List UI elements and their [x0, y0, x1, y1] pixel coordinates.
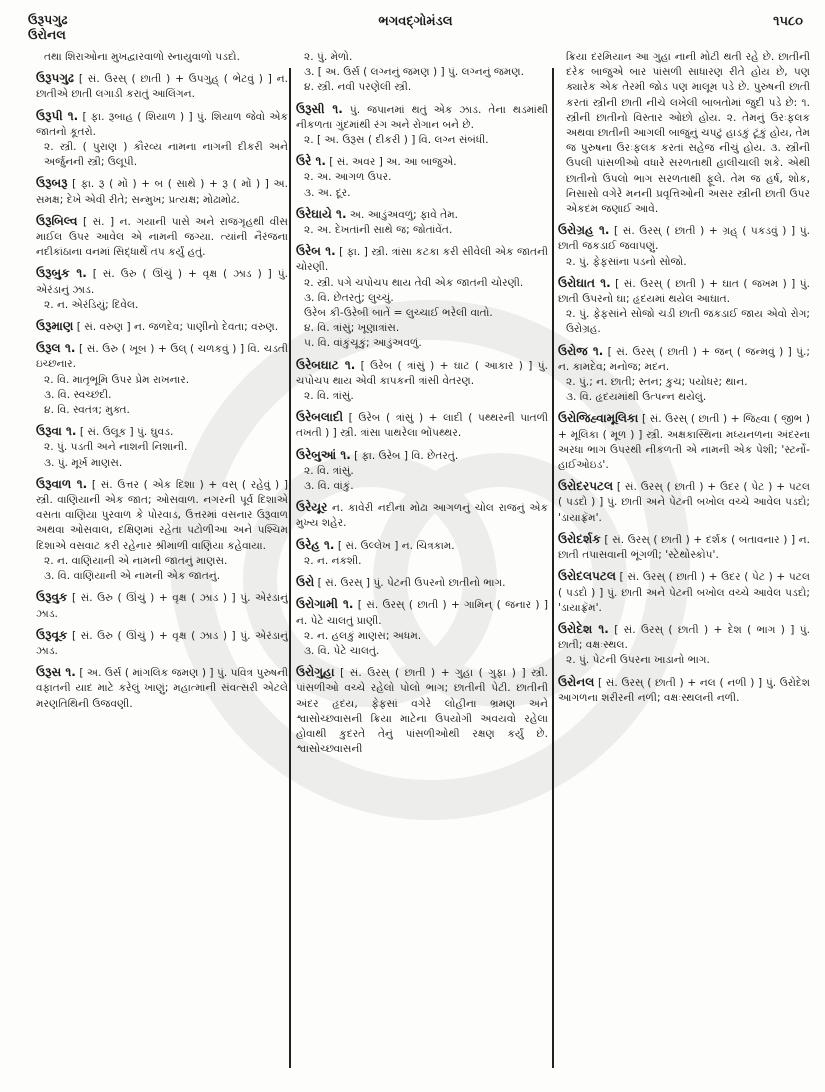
dictionary-entry	[558, 223, 810, 270]
entry-sense: ૨. પું. પડતી અને નાશની નિશાની.	[44, 441, 188, 454]
dictionary-entry	[296, 50, 548, 96]
entry-sense: ૨. પું. ફેફસાંને સોજો ચડી છાતી જકડાઈ જાય એવો રોગ; ઉરોગ્રહ.	[566, 308, 810, 336]
guide-word-top: ઉરૂપગુઢ	[28, 12, 68, 27]
entry-definition: [ સં. ઉરસ્ ( છાતી ) + ગામિન્ ( જનાર ) ] ન. પેટે ચાલતું પ્રાણી.	[296, 599, 548, 627]
dictionary-entry	[36, 214, 288, 261]
dictionary-entry	[36, 109, 288, 171]
entry-definition: [ સં. ઉલૂક ] પું. ઘુવડ.	[79, 426, 174, 439]
entry-headword: ઉરોજિહ્વામૂલિકા	[558, 411, 639, 426]
dictionary-entry	[36, 176, 288, 207]
dictionary-entry	[296, 358, 548, 405]
entry-headword: ઉરોઘાત ૧.	[558, 275, 611, 290]
dictionary-entry	[296, 500, 548, 531]
entry-sense: ૨. પું. મેળો.	[304, 51, 353, 63]
entry-sense: ૨. વિ. માતૃભૂમિ ઉપર પ્રેમ રાખનાર.	[44, 373, 190, 386]
entry-definition: [ ઉરેબ ( ત્રાંસું ) + લાદી ( પથ્થરની પાતળી તખતી ) ] સ્ત્રી. ત્રાંસા પાથરેલા ભોંપથ્થર.	[296, 412, 548, 440]
entry-definition: [ સં. ઉરસ્ ( છાતી ) + ગ્રહ્ ( પકડવું ) ] પું. છાતી જકડાઈ જવાપણું.	[558, 225, 810, 253]
dictionary-entry	[296, 665, 548, 757]
entry-sense: ૩. વિ. સ્વચ્છંદી.	[44, 388, 112, 401]
dictionary-entry	[296, 207, 548, 238]
entry-headword: ઉરોદેશ ૧.	[558, 621, 609, 636]
entry-definition: [ સં. ઉરસ્ ( છાતી ) + નલ ( નળી ) ] પું. ઉરોદેશ આગળના શરીરની નળી; વક્ષઃસ્થલની નળી.	[558, 676, 810, 704]
dictionary-entry	[296, 244, 548, 351]
entry-definition: [ સં. ઉરુ ( ઊંચું ) + વૃક્ષ ( ઝાડ ) ] પું. એરંડાનું ઝાડ.	[36, 629, 288, 657]
dictionary-entry	[558, 50, 810, 217]
dictionary-entry	[558, 569, 810, 616]
entry-definition: અ. આડુંઅવળું; ફાવે તેમ.	[349, 208, 459, 221]
guide-word-bottom: ઉરોનલ	[28, 27, 66, 42]
entry-sense: ૩. વિ. વાંકું.	[304, 480, 354, 493]
entry-headword: ઉરેયૂર	[296, 500, 328, 515]
entry-headword: ઉરોદલપટલ	[558, 569, 616, 584]
dictionary-entry	[558, 675, 810, 706]
page-number: ૧૫૮૦	[773, 14, 803, 29]
entry-headword: ઉરૂપગુઢ	[36, 71, 74, 86]
entry-headword: ઉરેબઘાટ ૧.	[296, 357, 356, 372]
entry-headword: ઉરૂવાળ ૧.	[36, 476, 88, 491]
dictionary-entry	[36, 50, 288, 65]
dictionary-entry	[36, 266, 288, 313]
entry-headword: ઉરોજ ૧.	[558, 343, 604, 358]
entry-headword: ઉરૂમાણ	[36, 319, 74, 334]
dictionary-entry	[558, 479, 810, 526]
entry-sense: ૪. સ્ત્રી. નવી પરણેલી સ્ત્રી.	[304, 81, 412, 94]
entry-sense: ૨. ન. હલકું માણસ; અધમ.	[304, 629, 422, 642]
dictionary-entry	[296, 597, 548, 659]
entry-headword: ઉરોગ્રહ ૧.	[558, 223, 610, 238]
entry-headword: ઉરૂલ ૧.	[36, 341, 76, 356]
dictionary-entry	[36, 319, 288, 335]
entry-headword: ઉરૂવુક	[36, 590, 68, 605]
dictionary-entry	[36, 341, 288, 418]
entry-sense: ૪. વિ. ત્રાંસું; ખૂણાત્રાંસ.	[304, 322, 400, 335]
column-3	[558, 50, 810, 1080]
entry-sense: ૩. વિ. પેટે ચાલતું.	[304, 644, 380, 657]
entry-sense: ૨. અ. દેખતાંની સાથે જ; જોતાંવેંત.	[304, 224, 453, 237]
entry-sense: ૨. [ અ. ઉરૂસ ( દીકરી ) ] વિ. લગ્ન સંબંધી.	[304, 134, 489, 147]
entry-definition: [ સં. ] ન. ગયાની પાસે અને રાજગૃહથી વીસ માઈલ ઉપર આવેલ એ નામની જગ્યા. ત્યાંની નૈરંજના નદીકાંઠાના વનમાં સિદ્ધાર્થે તપ કર્યું હતું.	[36, 215, 288, 259]
dictionary-entry	[36, 665, 288, 712]
entry-definition: [ સં. ઉરસ્ ( છાતી ) + દેશ ( ભાગ ) ] પું. છાતી; વક્ષઃસ્થલ.	[558, 623, 810, 652]
entry-definition: [ સં. ઉરસ્ ( છાતી ) + જન્ ( જન્મવું ) ] પું.; ન. કામદેવ; મનોજ; મદન.	[558, 345, 810, 373]
entry-sense: ૩. અ. દૂર.	[304, 186, 351, 199]
entry-sense: ૨. પું.; ન. છાતી; સ્તન; કુચ; પયોધર; થાન.	[566, 376, 748, 389]
entry-definition: [ સં. ઉરસ્ ( છાતી ) + દર્શક ( બતાવનાર ) ] ન. છાતી તપાસવાની ભૂંગળી; 'સ્ટેથોસ્કોપ'.	[558, 533, 810, 562]
entry-definition: [ સં. ઉરુ ( ખૂબ ) + ઉલ્ ( ચળકવું ) ] વિ. ચડતી ઇચ્છનાર.	[36, 343, 288, 371]
dictionary-entry	[558, 411, 810, 473]
entry-headword: ઉરોનલ	[558, 674, 595, 689]
entry-headword: ઉરેબ ૧.	[296, 244, 336, 259]
entry-headword: ઉરૂબુક ૧.	[36, 266, 87, 281]
entry-definition: [ સં. ઉત્તર ( એક દિશા ) + વસ્ ( રહેવું ) ] સ્ત્રી. વાણિયાની એક જાત; ઓસવાળ. નગરની પૂર્વ દિશાએ વસતા વાણિયા પુરવાળ કે પોરવાડ, ઉત્તરમાં વસનાર ઉરૂવાળ અથવા ઓસવાલ, દક્ષિણમાં રહેતા પટોળીઆ અને પશ્ચિમ દિશાએ વસવાટ કરી રહેનાર શ્રીમાળી વાણિયા કહેવાયા.	[36, 478, 288, 552]
entry-definition: ન. કાવેરી નદીના મોઢા આગળનું ચોલ રાજનું એક મુખ્ય શહેર.	[296, 502, 548, 530]
dictionary-entry	[296, 538, 548, 569]
entry-sense: ઉરેબ કી-ઉરેબી બાતેં = લુચ્ચાઈ ભરેલી વાતો.	[304, 307, 493, 320]
entry-headword: ઉરોદરપટલ	[558, 479, 614, 494]
dictionary-entry	[36, 477, 288, 584]
entry-definition: [ સં. ઉરસ્ ( છાતી ) + ઘાત ( જખમ ) ] પું. છાતી ઉપરનો ઘા; હૃદયમાં થયેલ આઘાત.	[558, 277, 810, 306]
entry-sense: ૩. વિ. હૃદયમાંથી ઉત્પન્ન થયેલું.	[566, 391, 707, 404]
entry-definition: [ અ. ઉર્સ ( માંગલિક જમણ ) ] પું. પવિત્ર પુરુષની વફાતની યાદ માટે કરેલું ખાણું; મહાત્માની સંવત્સરી એટલે મરણતિથિની ઉજવણી.	[36, 667, 288, 710]
entry-headword: ઉરૂવૂક	[36, 627, 68, 642]
entry-definition: [ સં. અવર ] અ. આ બાજુએ.	[329, 156, 457, 169]
entry-sense: ૨. પું. ફેફસાંના પડનો સોજો.	[566, 255, 687, 268]
entry-definition: પું. જપાનમાં થતું એક ઝાડ. તેના થડમાંથી નીકળતા ગુંદમાંથી રંગ અને રોગાન બને છે.	[296, 103, 548, 131]
entry-definition: [ સં. ઉરસ્ ( છાતી ) + જિહ્વા ( જીભ ) + મૂલિકા ( મૂળ ) ] સ્ત્રી. અક્ષકાસ્થિના મધ્યનળના અંદરના અરધા ભાગ ઉપરથી નીકળતી એ નામની એક પેશી; 'સ્ટર્નો-હાઈઓઇડ'.	[558, 413, 810, 472]
entry-sense: ૩. વિ. છેતરતું; લુચ્ચું.	[304, 291, 394, 304]
entry-definition: [ ફા. રૂબાહ ( શિયાળ ) ] પું. શિયાળ જેવો એક જાતનો કૂતરો.	[36, 110, 288, 138]
dictionary-entry	[296, 410, 548, 441]
entry-definition: [ સં. ઉરસ્ ( છાતી ) + ઉદર ( પેટ ) + પટલ ( પડદો ) ] પું. છાતી અને પેટની બખોલ વચ્ચે આવેલ પડદો; 'ડાયાફ્રૅમ'.	[558, 481, 810, 524]
entry-headword: ઉરો	[296, 575, 315, 590]
entry-sense: ૩. પું. મૂર્ખ માણસ.	[44, 456, 123, 469]
dictionary-entry	[296, 154, 548, 201]
column-divider	[552, 68, 554, 1068]
entry-definition: [ ફા. ઉરેબ ] વિ. છેતરતું.	[354, 449, 459, 462]
entry-sense: ૨. પું. પેટની ઉપરના ખાડાનો ભાગ.	[566, 654, 710, 667]
entry-headword: ઉરૂવા ૧.	[36, 424, 77, 439]
entry-definition: [ સં. ઉલ્લેખ ] ન. ચિત્રકામ.	[337, 539, 455, 552]
entry-definition: [ ફા. રૂ ( મોં ) + બ ( સાથે ) + રૂ ( મોં ) ] અ. સમક્ષ; દેખે એવી રીતે; સન્મુખ; પ્રત્યક્ષ; મોઢામોઢ.	[36, 178, 288, 206]
page-header	[28, 12, 803, 44]
entry-definition: [ ફા. ] સ્ત્રી. ત્રાંસા કટકા કરી સીવેલી એક જાતની ચોરણી.	[296, 246, 548, 274]
dictionary-entry	[36, 424, 288, 471]
entry-definition: [ સં. ઉરસ્ ( છાતી ) + ઉદર ( પેટ ) + પટલ ( પડદો ) ] પું. છાતી અને પેટની બખોલ વચ્ચે આવેલ પડદો; 'ડાયાફ્રૅમ'.	[558, 571, 810, 614]
column-divider	[289, 68, 291, 1068]
entry-definition: [ સં. ઉરસ્ ] પું. પેટની ઉપરનો છાતીનો ભાગ.	[317, 577, 506, 590]
entry-headword: ઉરૂસી ૧.	[296, 101, 343, 116]
entry-definition: [ સં. ઉરુ ( ઊંચું ) + વૃક્ષ ( ઝાડ ) ] પું. એરંડાનું ઝાડ.	[36, 268, 288, 296]
entry-headword: ઉરૂબરૂ	[36, 176, 68, 191]
dictionary-entry	[558, 532, 810, 563]
entry-sense: ૨. ન. નકશી.	[304, 554, 362, 567]
entry-sense: ૩. [ અ. ઉર્સ ( લગ્નનું જમણ ) ] પું. લગ્નનું જમણ.	[304, 66, 524, 79]
entry-definition: [ સં. ઉરસ્ ( છાતી ) + ગુહા ( ગુફા ) ] સ્ત્રી. પાંસળીઓ વચ્ચે રહેલો પોલો ભાગ; છાતીની પેટી. છાતીની અંદર હૃદય, ફેફસાં વગેરે લોહીના ભ્રમણ અને શ્વાસોચ્છ્વાસની ક્રિયા માટેના ઉપયોગી અવયવો રહેલા હોવાથી કુદરતે તેનું પાંસળીઓથી રક્ષણ કર્યું છે. શ્વાસોચ્છ્વાસની	[296, 667, 548, 756]
dictionary-entry	[36, 590, 288, 621]
dictionary-entry	[36, 628, 288, 659]
entry-definition: ક્રિયા દરમિયાન આ ગુહા નાની મોટી થતી રહે છે. છાતીની દરેક બાજુએ બાર પાંસળી સાધારણ રીતે હોય છે, પણ ક્યારેક એક તેરમી જોડ પણ માલૂમ પડે છે. પુરુષની છાતી કરતાં સ્ત્રીની છાતી નીચે લખેલી બાબતોમાં જુદી પડે છે: ૧. સ્ત્રીની છાતીનો વિસ્તાર ઓછો હોય. ૨. તેમનું ઉરઃફલક અથવા છાતીની આગલી બાજુનું ચપટું હાડકું ટૂંકું હોય, તેમ જ પુરુષના ઉરઃફલક કરતાં સહેજ નીચું હોય. ૩. સ્ત્રીની ઉપલી પાંસળીઓ વધારે સરળતાથી હાલીચાલી શકે. એથી છાતીનો ઉપલો ભાગ સરળતાથી ફૂલે. તેમ જ હર્ષ, શોક, નિસાસો વગેરે મનની પ્રવૃત્તિઓની અસર સ્ત્રીની છાતી ઉપર એકદમ જણાઈ આવે.	[566, 51, 810, 216]
entry-headword: ઉરૂપી ૧.	[36, 108, 79, 123]
entry-headword: ઉરોદર્શક	[558, 531, 601, 546]
dictionary-entry	[296, 448, 548, 495]
entry-sense: ૫. વિ. વાંકુંચૂકું; આડુંઅવળું.	[304, 337, 422, 350]
column-2	[296, 50, 548, 1080]
entry-headword: ઉરેબલાદી	[296, 410, 344, 425]
entry-definition: [ ઉરેબ ( ત્રાંસું ) + ઘાટ ( આકાર ) ] પું. ચપોચપ થાય એવી કાપકની ત્રાંસી વેતરણ.	[296, 359, 548, 387]
entry-headword: ઉરે ૧.	[296, 154, 326, 169]
entry-definition: તથા શિરાઓના મુખદ્વારવાળો સ્નાયુવાળો પડદો.	[44, 51, 240, 63]
entry-sense: ૨. સ્ત્રી. ( પુરાણ ) કૌરવ્ય નામના નાગની દીકરી અને અર્જુનની સ્ત્રી; ઉલૂપી.	[44, 141, 288, 169]
entry-sense: ૨. અ. આગળ ઉપર.	[304, 171, 392, 184]
dictionary-entry	[558, 344, 810, 406]
entry-sense: ૨. ન. એરંડિયું; દિવેલ.	[44, 298, 139, 311]
entry-sense: ૪. વિ. સ્વતંત્ર; મુક્ત.	[44, 404, 130, 417]
entry-definition: [ સં. ઉરસ્ ( છાતી ) + ઉપગુહ્ ( ભેટવું ) ] ન. છાતીએ છાતી લગાડી કરાતું આલિંગન.	[36, 73, 288, 101]
entry-headword: ઉરેહ ૧.	[296, 537, 335, 552]
entry-headword: ઉરૂબિલ્વ	[36, 213, 78, 228]
dictionary-entry	[36, 71, 288, 102]
dictionary-entry	[296, 575, 548, 591]
entry-sense: ૨. વિ. ત્રાંસું.	[304, 464, 354, 477]
dictionary-entry	[558, 622, 810, 669]
entry-sense: ૨. ન. વાણિયાની એ નામની જાતનું માણસ.	[44, 554, 228, 567]
entry-sense: ૨. વિ. ત્રાંસું.	[304, 390, 354, 403]
entry-headword: ઉરોગામી ૧.	[296, 597, 354, 612]
dictionary-columns	[30, 50, 810, 1080]
dictionary-entry	[296, 102, 548, 149]
entry-definition: [ સં. ઉરુ ( ઊંચું ) + વૃક્ષ ( ઝાડ ) ] પું. એરંડાનું ઝાડ.	[36, 592, 288, 620]
entry-headword: ઉરેબુઆં ૧.	[296, 447, 351, 462]
page-title: ભગવદ્ગોમંડલ	[378, 14, 453, 29]
column-1	[36, 50, 288, 1080]
entry-definition: [ સં. વરુણ ] ન. જળદેવ; પાણીનો દેવતા; વરુણ.	[76, 321, 279, 334]
entry-headword: ઉરેઘાયે ૧.	[296, 206, 347, 221]
entry-sense: ૩. વિ. વાણિયાની એ નામની એક જાતનું.	[44, 570, 221, 583]
entry-headword: ઉરોગુહા	[296, 665, 335, 680]
entry-headword: ઉરૂસ ૧.	[36, 665, 76, 680]
dictionary-entry	[558, 276, 810, 338]
entry-sense: ૨. સ્ત્રી. પગે ચપોચપ થાય તેવી એક જાતની ચોરણી.	[304, 276, 524, 289]
